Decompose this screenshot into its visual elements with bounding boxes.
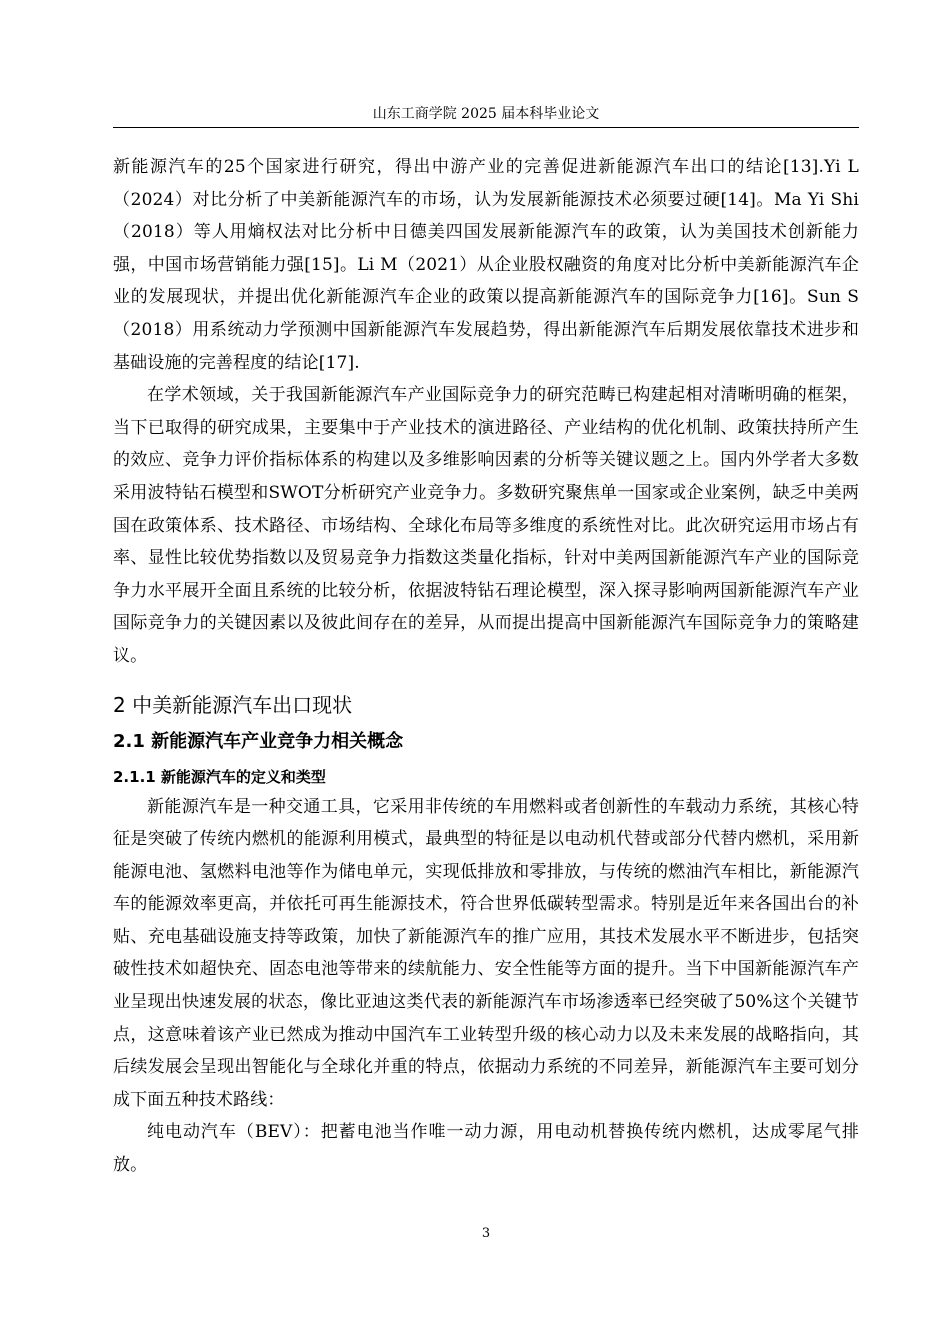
body-paragraph-2: 在学术领域，关于我国新能源汽车产业国际竞争力的研究范畴已构建起相对清晰明确的框架，当下已取得的研究成果，主要集中于产业技术的演进路径、产业结构的优化机制、政策扶持所产生的效应、竞争力评价指标体系的构建以及多维影响因素的分析等关键议题之上。国内外学者大多数采用波特钻石模型和SWOT分析研究产业竞争力。多数研究聚焦单一国家或企业案例，缺乏中美两国在政策体系、技术路径、市场结构、全球化布局等多维度的系统性对比。此次研究运用市场占有率、显性比较优势指数以及贸易竞争力指数这类量化指标，针对中美两国新能源汽车产业的国际竞争力水平展开全面且系统的比较分析，依据波特钻石理论模型，深入探寻影响两国新能源汽车产业国际竞争力的关键因素以及彼此间存在的差异，从而提出提高中国新能源汽车国际竞争力的策略建议。 [113,385,859,666]
page-number: 3 [481,1226,491,1241]
page-body [113,151,859,1182]
subsubsection-heading: 2.1.1 新能源汽车的定义和类型 [113,767,326,786]
header-rule [113,127,859,128]
body-paragraph-4: 纯电动汽车（BEV）：把蓄电池当作唯一动力源，用电动机替换传统内燃机，达成零尾气排放。 [113,1122,859,1176]
section-heading: 2 中美新能源汽车出口现状 [113,692,353,717]
body-paragraph-3: 新能源汽车是一种交通工具，它采用非传统的车用燃料或者创新性的车载动力系统，其核心特征是突破了传统内燃机的能源利用模式，最典型的特征是以电动机代替或部分代替内燃机，采用新能源电池、氢燃料电池等作为储电单元，实现低排放和零排放，与传统的燃油汽车相比，新能源汽车的能源效率更高，并依托可再生能源技术，符合世界低碳转型需求。特别是近年来各国出台的补贴、充电基础设施支持等政策，加快了新能源汽车的推广应用，其技术发展水平不断进步，包括突破性技术如超快充、固态电池等带来的续航能力、安全性能等方面的提升。当下中国新能源汽车产业呈现出快速发展的状态，像比亚迪这类代表的新能源汽车市场渗透率已经突破了50%这个关键节点，这意味着该产业已然成为推动中国汽车工业转型升级的核心动力以及未来发展的战略指向，其后续发展会呈现出智能化与全球化并重的特点，依据动力系统的不同差异，新能源汽车主要可划分成下面五种技术路线： [113,796,859,1110]
subsection-heading: 2.1 新能源汽车产业竞争力相关概念 [113,730,404,752]
running-header: 山东工商学院 2025 届本科毕业论文 [372,106,600,122]
body-paragraph-1: 新能源汽车的25个国家进行研究，得出中游产业的完善促进新能源汽车出口的结论[13].Yi L（2024）对比分析了中美新能源汽车的市场，认为发展新能源技术必须要过硬[14]。Ma Yi Shi（2018）等人用熵权法对比分析中日德美四国发展新能源汽车的政策，认为美国技术创新能力强，中国市场营销能力强[15]。Li M（2021）从企业股权融资的角度对比分析中美新能源汽车企业的发展现状，并提出优化新能源汽车企业的政策以提高新能源汽车的国际竞争力[16]。Sun S（2018）用系统动力学预测中国新能源汽车发展趋势，得出新能源汽车后期发展依靠技术进步和基础设施的完善程度的结论[17]. [113,157,859,373]
